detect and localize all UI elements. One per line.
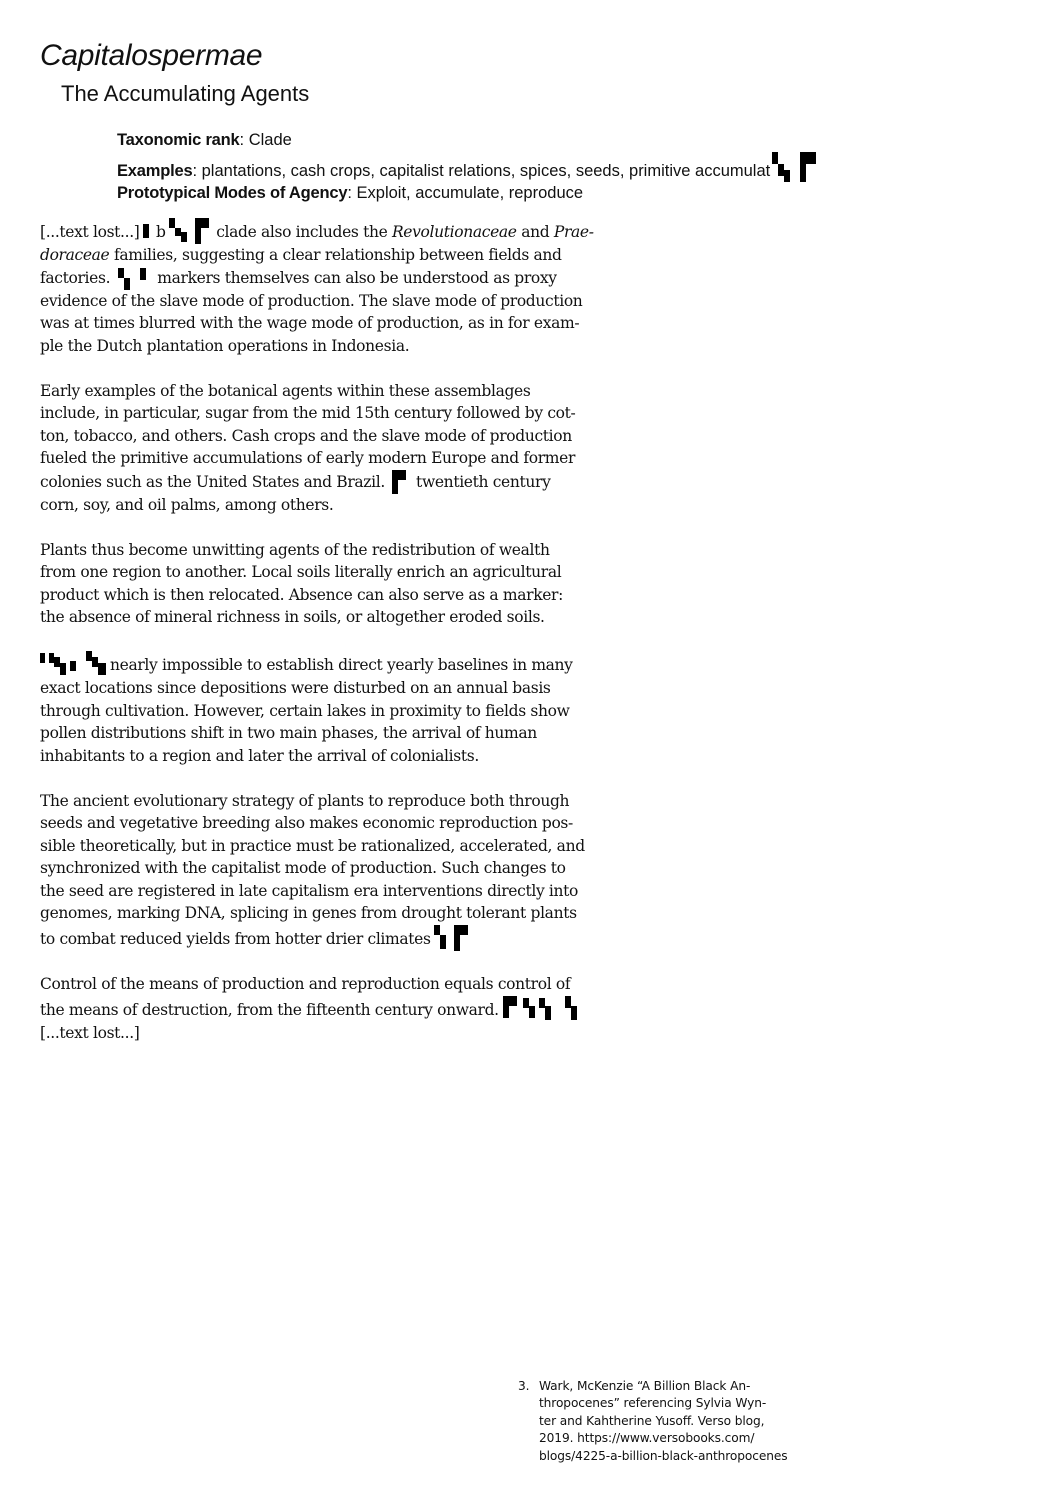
body-text <box>40 218 720 1067</box>
colon: : <box>239 131 245 149</box>
paragraph <box>40 380 720 517</box>
text-line: ton, tobacco, and others. Cash crops and the slave mode of production <box>40 426 572 445</box>
text-line: Plants thus become unwitting agents of the redistribution of wealth <box>40 540 550 559</box>
page-subtitle: The Accumulating Agents <box>61 81 310 106</box>
modes-label: Prototypical Modes of Agency <box>117 184 348 202</box>
text-line: through cultivation. However, certain lakes in proximity to fields show <box>40 701 570 720</box>
text-line: The ancient evolutionary strategy of plants to reproduce both through <box>40 791 570 810</box>
lost-text: [...text lost...] <box>40 223 140 241</box>
text-line <box>40 267 720 290</box>
text-line: ple the Dutch plantation operations in Indonesia. <box>40 336 410 355</box>
redaction-glyph-icon <box>392 470 408 494</box>
footnote <box>518 1378 858 1465</box>
text-line: exact locations since depositions were disturbed on an annual basis <box>40 679 551 697</box>
text-line: seeds and vegetative breeding also makes economic reproduction pos- <box>40 814 573 832</box>
text-line: inhabitants to a region and later the arrival of colonialists. <box>40 746 479 765</box>
redaction-glyph-icon <box>503 996 583 1022</box>
text-fragment: to combat reduced yields from hotter drier climates <box>40 929 431 948</box>
rank-row <box>117 129 821 152</box>
text-line <box>40 996 720 1022</box>
page-title: Capitalospermae <box>40 39 263 72</box>
text-line <box>40 925 720 951</box>
text-fragment: clade also includes the <box>211 223 392 241</box>
text-line: sible theoretically, but in practice must be rationalized, accelerated, and <box>40 836 585 855</box>
modes-value: Exploit, accumulate, reproduce <box>351 184 584 202</box>
text-fragment: b <box>151 223 166 241</box>
text-line: fueled the primitive accumulations of early modern Europe and former <box>40 449 576 467</box>
footnote-line: blogs/4225-a-billion-black-anthropocenes <box>539 1448 788 1463</box>
text-fragment: and <box>516 223 554 241</box>
colon: : <box>347 184 352 202</box>
paragraph <box>40 790 720 951</box>
taxon-name: Revolutionaceae <box>391 223 517 241</box>
footnote-number: 3. <box>518 1379 530 1393</box>
text-fragment: the means of destruction, from the fifteenth century onward. <box>40 1000 504 1019</box>
text-line: evidence of the slave mode of production. The slave mode of production <box>40 291 583 310</box>
paragraph <box>40 973 720 1044</box>
lost-text: [...text lost...] <box>40 1023 140 1042</box>
redaction-glyph-icon <box>169 218 209 244</box>
text-line: the absence of mineral richness in soils, or altogether eroded soils. <box>40 608 545 626</box>
text-line <box>40 218 720 244</box>
examples-label: Examples <box>117 161 193 180</box>
examples-value: plantations, cash crops, capitalist relations, spices, seeds, primitive accumulat <box>197 161 771 180</box>
text-line <box>40 244 720 267</box>
taxon-name: Prae- <box>553 223 594 241</box>
text-line: Control of the means of production and reproduction equals control of <box>40 975 571 993</box>
text-line: pollen distributions shift in two main phases, the arrival of human <box>40 724 537 742</box>
footnote-text <box>539 1378 858 1465</box>
redaction-glyph-icon <box>434 925 470 951</box>
footnote-line: Wark, McKenzie “A Billion Black An- <box>539 1379 751 1393</box>
text-fragment: colonies such as the United States and Brazil. <box>40 472 390 491</box>
paragraph <box>40 651 720 767</box>
text-line: was at times blurred with the wage mode of production, as in for exam- <box>40 314 580 332</box>
colon: : <box>192 161 198 180</box>
text-line: corn, soy, and oil palms, among others. <box>40 495 334 514</box>
text-line: include, in particular, sugar from the mid 15th century followed by cot- <box>40 404 576 422</box>
footnote-line: thropocenes” referencing Sylvia Wyn- <box>539 1396 767 1411</box>
examples-row <box>117 152 821 183</box>
taxonomy-meta <box>117 129 821 205</box>
text-fragment: families, suggesting a clear relationship between fields and <box>109 246 562 264</box>
text-line: product which is then relocated. Absence can also serve as a marker: <box>40 585 563 604</box>
text-line: Early examples of the botanical agents within these assemblages <box>40 381 531 400</box>
rank-label: Taxonomic rank <box>117 131 240 149</box>
text-line <box>40 651 720 677</box>
redaction-glyph-icon <box>118 268 150 290</box>
footnote-line: 2019. https://www.versobooks.com/ <box>539 1431 755 1446</box>
redaction-glyph-icon <box>772 152 818 182</box>
text-fragment: nearly impossible to establish direct yearly baselines in many <box>110 656 573 674</box>
footnote-line: ter and Kahtherine Yusoff. Verso blog, <box>539 1413 765 1428</box>
redaction-glyph-icon <box>141 224 149 244</box>
text-fragment: factories. <box>40 268 115 287</box>
text-fragment: twentieth century <box>411 472 551 491</box>
text-line: the seed are registered in late capitalism era interventions directly into <box>40 881 579 900</box>
text-line <box>40 470 720 494</box>
redaction-glyph-icon <box>40 651 108 677</box>
rank-value: Clade <box>244 131 292 149</box>
paragraph <box>40 539 720 629</box>
paragraph <box>40 218 720 357</box>
text-line: synchronized with the capitalist mode of production. Such changes to <box>40 859 566 877</box>
text-line: genomes, marking DNA, splicing in genes from drought tolerant plants <box>40 904 577 922</box>
taxon-name: doraceae <box>40 246 110 264</box>
modes-row <box>117 182 821 205</box>
text-line: from one region to another. Local soils literally enrich an agricultural <box>40 563 562 581</box>
text-fragment: markers themselves can also be understood as proxy <box>152 268 557 287</box>
